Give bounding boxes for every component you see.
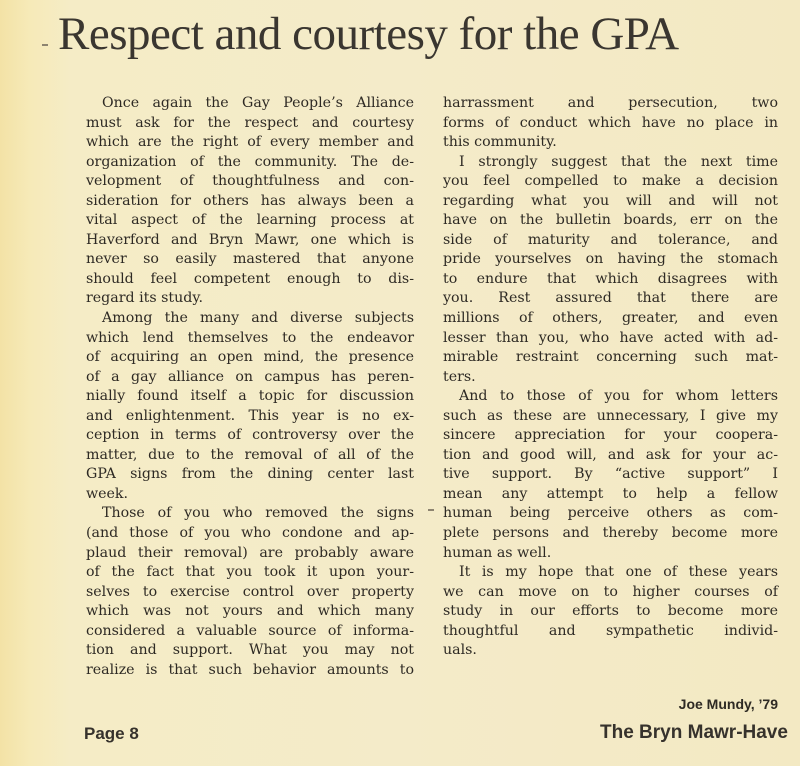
article-line: must ask for the respect and courtesy: [86, 114, 414, 131]
article-line: sincere appreciation for your coopera-: [443, 427, 778, 444]
article-line: study in our efforts to become more: [443, 603, 778, 620]
article-line: I strongly suggest that the next time: [459, 153, 778, 170]
article-line: human being perceive others as com-: [443, 505, 778, 522]
article-line: And to those of you for whom letters: [459, 388, 778, 405]
article-line: ters.: [443, 368, 476, 385]
article-line: tion and support. What you may not: [86, 642, 414, 659]
article-line: this community.: [443, 134, 557, 151]
article-line: of acquiring an open mind, the presence: [86, 349, 414, 366]
article-line: tive support. By “active support” I: [443, 466, 778, 483]
article-line: side of maturity and tolerance, and: [443, 231, 778, 248]
author-signature: Joe Mundy, ’79: [678, 696, 778, 712]
article-line: velopment of thoughtfulness and con-: [86, 173, 414, 190]
article-line: mirable restraint concerning such mat-: [443, 349, 778, 366]
article-line: tion and good will, and ask for your ac-: [443, 446, 778, 463]
article-line: nially found itself a topic for discussion: [86, 388, 414, 405]
article-line: matter, due to the removal of all of the: [86, 446, 414, 463]
article-line: of the fact that you took it upon your-: [86, 564, 414, 581]
article-line: organization of the community. The de-: [86, 153, 414, 170]
article-line: regard its study.: [86, 290, 203, 307]
article-line: regarding what you will and will not: [443, 192, 778, 209]
article-line: have on the bulletin boards, err on the: [443, 212, 778, 229]
article-line: we can move on to higher courses of: [443, 583, 778, 600]
article-line: considered a valuable source of informa-: [86, 622, 414, 639]
article-line: millions of others, greater, and even: [443, 310, 778, 327]
article-column-right: [443, 94, 778, 661]
headline: Respect and courtesy for the GPA: [58, 8, 679, 60]
article-line: and enlightenment. This year is no ex-: [86, 407, 414, 424]
article-line: Once again the Gay People’s Alliance: [102, 95, 414, 111]
article-line: ception in terms of controversy over the: [86, 427, 414, 444]
article-line: you. Rest assured that there are: [443, 290, 778, 307]
article-line: mean any attempt to help a fellow: [443, 485, 778, 502]
article-line: It is my hope that one of these years: [459, 564, 778, 581]
article-line: sideration for others has always been a: [86, 192, 414, 209]
article-line: never so easily mastered that anyone: [86, 251, 414, 268]
article-line: human as well.: [443, 544, 552, 561]
article-line: thoughtful and sympathetic individ-: [443, 622, 778, 639]
article-line: uals.: [443, 642, 477, 659]
article-line: plaud their removal) are probably aware: [86, 544, 414, 561]
article-line: which was not yours and which many: [86, 603, 414, 620]
article-line: Haverford and Bryn Mawr, one which is: [86, 231, 414, 248]
article-column-left: [86, 94, 414, 680]
article-line: forms of conduct which have no place in: [443, 114, 778, 131]
article-line: lesser than you, who have acted with ad-: [443, 329, 778, 346]
article-line: to endure that which disagrees with: [443, 270, 778, 287]
article-line: pride yourselves on having the stomach: [443, 251, 778, 268]
scan-speck: [42, 44, 48, 46]
scan-speck: [428, 509, 434, 511]
article-line: which lend themselves to the endeavor: [86, 329, 414, 346]
article-line: which are the right of every member and: [86, 134, 414, 151]
article-line: plete persons and thereby become more: [443, 525, 778, 542]
article-line: should feel competent enough to dis-: [86, 270, 414, 287]
article-line: GPA signs from the dining center last: [86, 466, 414, 483]
article-line: harrassment and persecution, two: [443, 95, 778, 111]
article-line: Those of you who removed the signs: [102, 505, 414, 522]
article-line: vital aspect of the learning process at: [86, 212, 414, 229]
publication-name: The Bryn Mawr-Have: [600, 722, 788, 743]
article-line: realize is that such behavior amounts to: [86, 661, 414, 678]
article-line: you feel compelled to make a decision: [443, 173, 778, 190]
article-line: week.: [86, 485, 129, 502]
article-line: (and those of you who condone and ap-: [86, 525, 414, 542]
article-line: of a gay alliance on campus has peren-: [86, 368, 414, 385]
article-line: Among the many and diverse subjects: [102, 310, 414, 327]
article-line: selves to exercise control over property: [86, 583, 414, 600]
page-number: Page 8: [84, 724, 139, 743]
article-line: such as these are unnecessary, I give my: [443, 407, 778, 424]
